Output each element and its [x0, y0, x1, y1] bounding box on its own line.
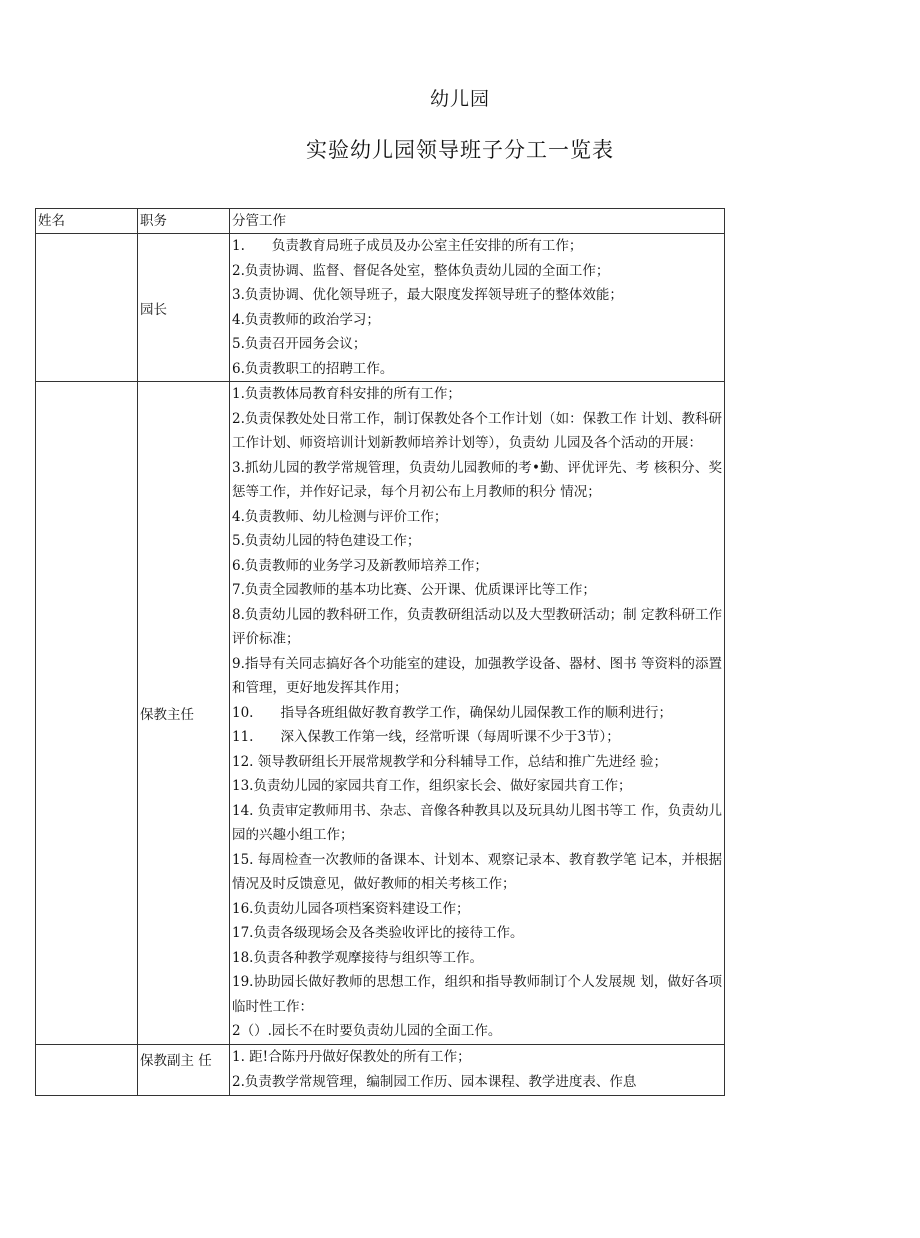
duty-item: 18.负责各种教学观摩接待与组织等工作。	[232, 949, 483, 966]
duty-item: 5.负责幼儿园的特色建设工作；	[232, 533, 421, 549]
duty-item: 14. 负责审定教师用书、杂志、音像各种教具以及玩具幼儿图书等工 作，负责幼儿园的兴趣小组工作；	[232, 802, 722, 843]
table-header-row	[36, 209, 725, 234]
role-cell: 园长	[138, 234, 230, 382]
duty-item: 9.指导有关同志搞好各个功能室的建设，加强教学设备、器材、图书 等资料的添置和管理，更好地发挥其作用；	[232, 655, 722, 696]
duty-item: 8.负责幼儿园的教科研工作，负责教研组活动以及大型教研活动；制 定教科研工作评价标准；	[232, 606, 722, 647]
duty-item: 6.负责教师的业务学习及新教师培养工作；	[232, 557, 488, 574]
duty-item: 2（）.园长不在时要负责幼儿园的全面工作。	[232, 1023, 502, 1039]
duty-item: 2.负责保教处处日常工作，制订保教处各个工作计划（如：保教工作 计划、教科研工作计划、师资培训计划新教师培养计划等），负责幼 儿园及各个活动的开展：	[232, 410, 722, 451]
duties-cell	[230, 234, 725, 382]
header-duties: 分管工作	[230, 209, 725, 234]
duty-item: 2.负责教学常规管理，编制园工作历、园本课程、教学进度表、作息	[232, 1073, 637, 1090]
duty-item: 7.负责全园教师的基本功比赛、公开课、优质课评比等工作；	[232, 582, 596, 598]
duty-item: 5.负责召开园务会议；	[232, 336, 367, 352]
role-cell: 保教副主 任	[138, 1044, 230, 1095]
page-title: 实验幼儿园领导班子分工一览表	[306, 138, 614, 162]
duties-cell	[230, 382, 725, 1045]
duty-item: 10. 指导各班组做好教育教学工作，确保幼儿园保教工作的顺利进行；	[232, 704, 672, 721]
name-cell	[36, 1044, 138, 1095]
duty-item: 3.负责协调、优化领导班子，最大限度发挥领导班子的整体效能；	[232, 287, 623, 303]
table-row	[36, 382, 725, 1045]
duty-item: 13.负责幼儿园的家园共育工作，组织家长会、做好家园共育工作；	[232, 778, 632, 794]
duty-item: 4.负责教师、幼儿检测与评价工作；	[232, 508, 448, 525]
duty-item: 3.抓幼儿园的教学常规管理，负责幼儿园教师的考•勤、评优评先、考 核积分、奖惩等工作，并作好记录，每个月初公布上月教师的积分 情况；	[232, 459, 722, 500]
duty-item: 15. 每周检查一次教师的备课本、计划本、观察记录本、教育教学笔 记本，并根据情况及时反馈意见，做好教师的相关考核工作；	[232, 851, 722, 892]
header-name: 姓名	[36, 209, 138, 234]
duty-item: 2.负责协调、监督、督促各处室，整体负责幼儿园的全面工作；	[232, 262, 610, 279]
duty-table	[35, 208, 725, 1096]
duty-item: 11. 深入保教工作第一线，经常听课（每周听课不少于3节）；	[232, 729, 620, 745]
table-row	[36, 1044, 725, 1095]
duties-cell	[230, 1044, 725, 1095]
name-cell	[36, 234, 138, 382]
duty-item: 12. 领导教研组长开展常规教学和分科辅导工作，总结和推广先进经 验；	[232, 753, 668, 770]
duty-item: 1. 负责教育局班子成员及办公室主任安排的所有工作；	[232, 238, 583, 254]
duty-item: 16.负责幼儿园各项档案资料建设工作；	[232, 900, 470, 917]
table-row	[36, 234, 725, 382]
duty-item: 19.协助园长做好教师的思想工作，组织和指导教师制订个人发展规 划，做好各项临时性工作：	[232, 974, 722, 1015]
duty-item: 17.负责各级现场会及各类验收评比的接待工作。	[232, 925, 524, 941]
name-cell	[36, 382, 138, 1045]
role-cell: 保教主任	[138, 382, 230, 1045]
organization-name: 幼儿园	[429, 88, 490, 110]
duty-item: 1. 距!合陈丹丹做好保教处的所有工作；	[232, 1049, 471, 1065]
header-role: 职务	[138, 209, 230, 234]
duty-item: 1.负责教体局教育科安排的所有工作；	[232, 386, 461, 402]
duty-item: 4.负责教师的政治学习；	[232, 311, 380, 328]
duty-item: 6.负责教职工的招聘工作。	[232, 360, 394, 377]
